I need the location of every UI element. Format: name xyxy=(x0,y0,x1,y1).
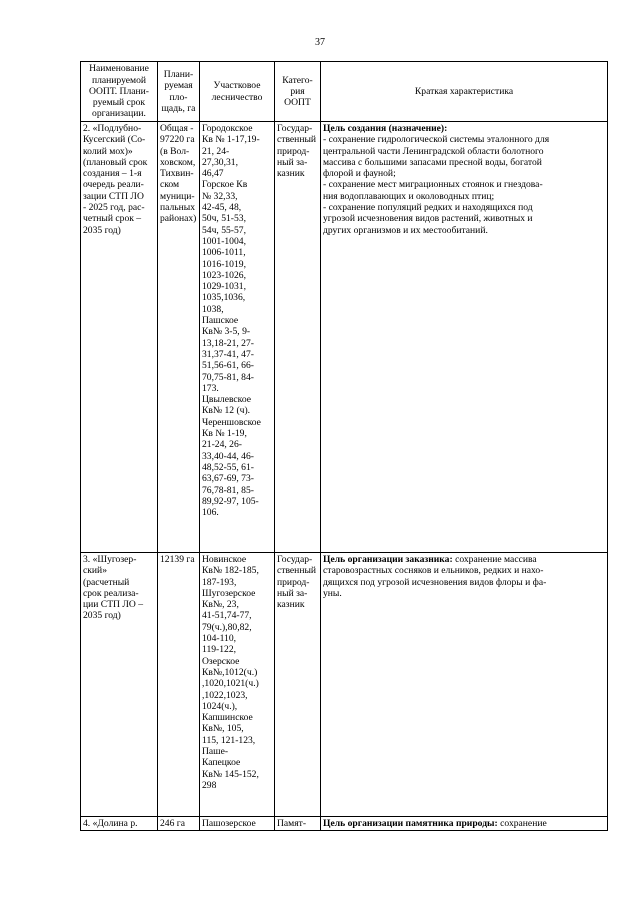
cell-description xyxy=(321,817,608,831)
description-title: Цель организации заказника: xyxy=(323,554,453,565)
text-line: Шугозерское xyxy=(202,587,256,599)
header-forestry xyxy=(200,62,275,122)
description-first-line xyxy=(323,554,605,565)
page-number: 37 xyxy=(315,37,325,48)
text-line: ховском, xyxy=(160,156,196,168)
text-line: 51,56-61, 66- xyxy=(202,360,254,372)
text-line: Кв№ 12 (ч). xyxy=(202,405,251,417)
table-header-row xyxy=(81,62,608,122)
text-line: 54ч, 55-57, xyxy=(202,224,246,236)
cell-area xyxy=(158,553,200,817)
text-line: Наименование xyxy=(89,63,149,75)
text-line: 1024(ч.), xyxy=(202,700,238,712)
text-line: Капецкое xyxy=(202,757,241,769)
description-first-rest: сохранение массива xyxy=(452,554,537,565)
text-line: руемая xyxy=(164,80,193,92)
cell-name xyxy=(81,817,158,831)
text-line: Горское Кв xyxy=(202,179,248,191)
text-line: 298 xyxy=(202,779,217,791)
text-line: старовозрастных сосняков и ельников, редких и нахо- xyxy=(323,565,544,577)
text-line: 41-51,74-77, xyxy=(202,610,252,622)
text-line: центральной части Ленинградской области болотного xyxy=(323,145,544,157)
text-line: Городокское xyxy=(202,123,253,134)
text-line: 2035 год) xyxy=(83,224,121,236)
text-line: четный срок – xyxy=(83,213,142,225)
text-line: 1023-1026, xyxy=(202,269,246,281)
text-line: Памят- xyxy=(277,818,307,829)
text-line: 13,18-21, 27- xyxy=(202,337,254,349)
text-line: Кв№, 23, xyxy=(202,599,239,611)
description-title: Цель создания (назначение): xyxy=(323,123,448,134)
text-line: 1035,1036, xyxy=(202,292,246,304)
text-line: 1001-1004, xyxy=(202,235,246,247)
text-line: руемый срок xyxy=(92,97,146,109)
text-line: - сохранение популяций редких и находящихся под xyxy=(323,202,533,214)
text-line: 97220 га xyxy=(160,134,195,146)
text-line: 1016-1019, xyxy=(202,258,246,270)
cell-forestry xyxy=(200,553,275,817)
cell-forestry xyxy=(200,122,275,553)
text-line: массива с большими запасами пресной воды, богатой xyxy=(323,156,542,168)
text-line: 115, 121-123, xyxy=(202,734,256,746)
text-line: казник xyxy=(277,599,305,611)
text-line: Катего- xyxy=(282,74,313,86)
table-row xyxy=(81,122,608,553)
text-line: Цвылевское xyxy=(202,394,252,406)
text-line: 50ч, 51-53, xyxy=(202,213,246,225)
text-line: Тихвин- xyxy=(160,168,194,180)
text-line: Новинское xyxy=(202,554,247,565)
text-line: 1038, xyxy=(202,303,224,315)
table-row xyxy=(81,553,608,817)
text-line: 12139 га xyxy=(160,554,195,565)
text-line: 79(ч.),80,82, xyxy=(202,621,252,633)
text-line: 1029-1031, xyxy=(202,281,246,293)
text-line: зации СТП ЛО xyxy=(83,190,144,202)
text-line: Пашское xyxy=(202,315,239,327)
text-line: планируемой xyxy=(91,74,147,86)
text-line: Государ- xyxy=(277,123,313,134)
text-line: 187-193, xyxy=(202,576,237,588)
description-body xyxy=(323,565,605,599)
text-line: уны. xyxy=(323,587,342,599)
text-line: Государ- xyxy=(277,554,313,565)
text-line: - сохранение мест миграционных стоянок и гнездова- xyxy=(323,179,543,191)
text-line: дящихся под угрозой исчезновения видов флоры и фа- xyxy=(323,576,547,588)
text-line: Плани- xyxy=(163,68,194,80)
text-line: Озерское xyxy=(202,655,240,667)
text-line: 70,75-81, 84- xyxy=(202,371,254,383)
text-line: 106. xyxy=(202,507,219,519)
header-category xyxy=(275,62,321,122)
text-line: рия xyxy=(290,85,305,97)
protected-areas-table xyxy=(80,61,608,831)
text-line: (расчетный xyxy=(83,576,130,588)
text-line: пальных xyxy=(160,202,196,214)
text-line: - сохранение гидрологической системы эталонного для xyxy=(323,134,550,146)
text-line: природ- xyxy=(277,145,310,157)
text-line: 2. «Подлубно- xyxy=(83,123,142,134)
text-line: пло- xyxy=(169,91,188,103)
text-line: 21, 24- xyxy=(202,145,230,157)
text-line: Кв№ 182-185, xyxy=(202,565,259,577)
text-line: ственный xyxy=(277,565,317,577)
header-area xyxy=(158,62,200,122)
text-line: районах) xyxy=(160,213,197,225)
text-line: щадь, га xyxy=(161,102,196,114)
text-line: 46,47 xyxy=(202,168,224,180)
text-line: очередь реали- xyxy=(83,179,144,191)
text-line: создания – 1-я xyxy=(83,168,142,180)
cell-forestry xyxy=(200,817,275,831)
text-line: 21-24, 26- xyxy=(202,439,242,451)
text-line: Кв№, 105, xyxy=(202,723,244,735)
text-line: организации. xyxy=(92,108,146,120)
description-title: Цель организации памятника природы: xyxy=(323,818,498,829)
text-line: 3. «Шугозер- xyxy=(83,554,137,565)
text-line: Пашозерское xyxy=(202,818,256,829)
cell-area xyxy=(158,122,200,553)
cell-name xyxy=(81,553,158,817)
text-line: 246 га xyxy=(160,818,185,829)
text-line: ,1022,1023, xyxy=(202,689,248,701)
text-line: 1006-1011, xyxy=(202,247,246,259)
text-line: ООПТ. Плани- xyxy=(89,85,149,97)
cell-category xyxy=(275,122,321,553)
text-line: других организмов и их местообитаний. xyxy=(323,224,488,236)
text-line: ский» xyxy=(83,565,107,577)
cell-name xyxy=(81,122,158,553)
text-line: 48,52-55, 61- xyxy=(202,461,254,473)
cell-description xyxy=(321,553,608,817)
text-line: Кв № 1-17,19- xyxy=(202,134,260,146)
text-line: 2035 год) xyxy=(83,610,121,622)
text-line: Череншовское xyxy=(202,416,261,428)
text-line: ственный xyxy=(277,134,317,146)
text-line: ,1020,1021(ч.) xyxy=(202,678,259,690)
text-line: Участковое xyxy=(213,80,261,92)
text-line: лесничество xyxy=(211,91,263,103)
header-name xyxy=(81,62,158,122)
text-line: 4. «Долина р. xyxy=(83,818,138,829)
cell-category xyxy=(275,817,321,831)
text-line: муници- xyxy=(160,190,195,202)
text-line: Краткая характеристика xyxy=(414,85,514,97)
text-line: - 2025 год, рас- xyxy=(83,202,145,214)
text-line: 33,40-44, 46- xyxy=(202,450,254,462)
text-line: Капшинское xyxy=(202,712,253,724)
text-line: № 32,33, xyxy=(202,190,238,202)
text-line: природ- xyxy=(277,576,310,588)
text-line: (плановый срок xyxy=(83,156,148,168)
text-line: Кв № 1-19, xyxy=(202,428,247,440)
text-line: Кв№,1012(ч.) xyxy=(202,666,258,678)
text-line: колий мох)» xyxy=(83,145,133,157)
text-line: Общая - xyxy=(160,123,194,134)
text-line: флорой и фауной; xyxy=(323,168,396,180)
text-line: ском xyxy=(160,179,180,191)
description-first-line xyxy=(323,818,605,829)
text-line: 104-110, xyxy=(202,633,237,645)
description-body xyxy=(323,134,605,236)
text-line: угрозой исчезновения видов растений, животных и xyxy=(323,213,533,225)
text-line: ный за- xyxy=(277,587,308,599)
cell-category xyxy=(275,553,321,817)
text-line: 89,92-97, 105- xyxy=(202,495,259,507)
text-line: (в Вол- xyxy=(160,145,190,157)
text-line: Кв№ 3-5, 9- xyxy=(202,326,251,338)
text-line: ции СТП ЛО – xyxy=(83,599,144,611)
text-line: ния водоплавающих и околоводных птиц; xyxy=(323,190,495,202)
text-line: 119-122, xyxy=(202,644,237,656)
text-line: 42-45, 48, xyxy=(202,202,242,214)
text-line: ООПТ xyxy=(284,97,311,109)
text-line: Паше- xyxy=(202,746,229,758)
text-line: 76,78-81, 85- xyxy=(202,484,254,496)
description-first-rest: сохранение xyxy=(497,818,547,829)
text-line: Кусегский (Со- xyxy=(83,134,146,146)
text-line: 63,67-69, 73- xyxy=(202,473,254,485)
text-line: 27,30,31, xyxy=(202,156,238,168)
header-description xyxy=(321,62,608,122)
table-row xyxy=(81,817,608,831)
text-line: срок реализа- xyxy=(83,587,139,599)
text-line: Кв№ 145-152, xyxy=(202,768,259,780)
cell-area xyxy=(158,817,200,831)
text-line: 173. xyxy=(202,382,219,394)
text-line: казник xyxy=(277,168,305,180)
cell-description xyxy=(321,122,608,553)
text-line: 31,37-41, 47- xyxy=(202,348,254,360)
text-line: ный за- xyxy=(277,156,308,168)
